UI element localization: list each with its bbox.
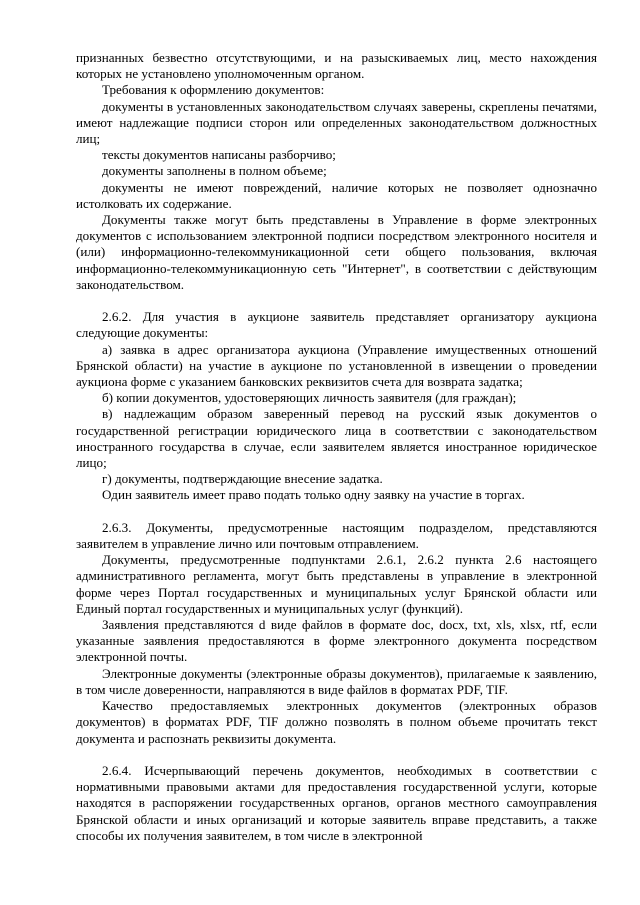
paragraph: Документы также могут быть представлены в Управление в форме электронных документов с использованием электронной подписи посредством электронного носителя и (или) информационно-телекоммуникационной сети общего пользования, включая информационно-телекоммуникационную сеть "Интернет", в соответствии с действующим законодательством. [76,212,597,292]
list-item: г) документы, подтверждающие внесение задатка. [102,471,383,487]
paragraph: Электронные документы (электронные образы документов), прилагаемые к заявлению, в том числе доверенности, направляются в виде файлов в форматах PDF, TIF. [76,665,597,697]
section-paragraph: 2.6.3. Документы, предусмотренные настоящим подразделом, представляются заявителем в управление лично или почтовым отправлением. [76,519,597,552]
paragraph-gap [76,293,597,309]
paragraph: признанных безвестно отсутствующими, и на разыскиваемых лиц, место нахождения которых не установлено уполномоченным органом. [76,50,597,82]
paragraph: Заявления представляются d виде файлов в формате doc, docx, txt, xls, xlsx, rtf, если указанные заявления предоставляются в форме электронного документа посредством электронной почты. [76,617,597,665]
paragraph: Требования к оформлению документов: [102,82,325,98]
paragraph: документы заполнены в полном объеме; [102,163,327,179]
document-body [76,50,597,844]
section-paragraph: 2.6.2. Для участия в аукционе заявитель представляет организатору аукциона следующие документы: [76,309,597,341]
paragraph: тексты документов написаны разборчиво; [102,147,336,163]
paragraph: Качество предоставляемых электронных документов (электронных образов документов) в форматах PDF, TIF должно позволять в полном объеме прочитать текст документа и распознать реквизиты документа. [76,698,597,746]
list-item: а) заявка в адрес организатора аукциона (Управление имущественных отношений Брянской области) на участие в аукционе по установленной в извещении о проведении аукциона форме с указанием банковских реквизитов счета для возврата задатка; [76,341,597,390]
paragraph: Документы, предусмотренные подпунктами 2.6.1, 2.6.2 пункта 2.6 настоящего административного регламента, могут быть представлены в управление в электронной форме через Портал государственных и муниципальных услуг Брянской области или Единый портал государственных и муниципальных услуг (функций). [76,552,597,616]
list-item: б) копии документов, удостоверяющих личность заявителя (для граждан); [102,390,517,406]
paragraph: документы не имеют повреждений, наличие которых не позволяет однозначно истолковать их содержание. [76,179,597,211]
paragraph-gap [76,504,597,520]
section-paragraph: 2.6.4. Исчерпывающий перечень документов, необходимых в соответствии с нормативными правовыми актами для предоставления государственной услуги, которые находятся в распоряжении государственных органов, органов местного самоуправления Брянской области и иных организаций и которые заявитель вправе представить, а также способы их получения заявителем, в том числе в электронной [76,762,597,843]
paragraph-gap [76,747,597,763]
paragraph: Один заявитель имеет право подать только одну заявку на участие в торгах. [102,487,525,503]
paragraph: документы в установленных законодательством случаях заверены, скреплены печатями, имеют надлежащие подписи сторон или определенных законодательством должностных лиц; [76,98,597,147]
list-item: в) надлежащим образом заверенный перевод на русский язык документов о государственной регистрации юридического лица в соответствии с законодательством иностранного государства в случае, если заявителем является иностранное юридическое лицо; [76,406,597,471]
